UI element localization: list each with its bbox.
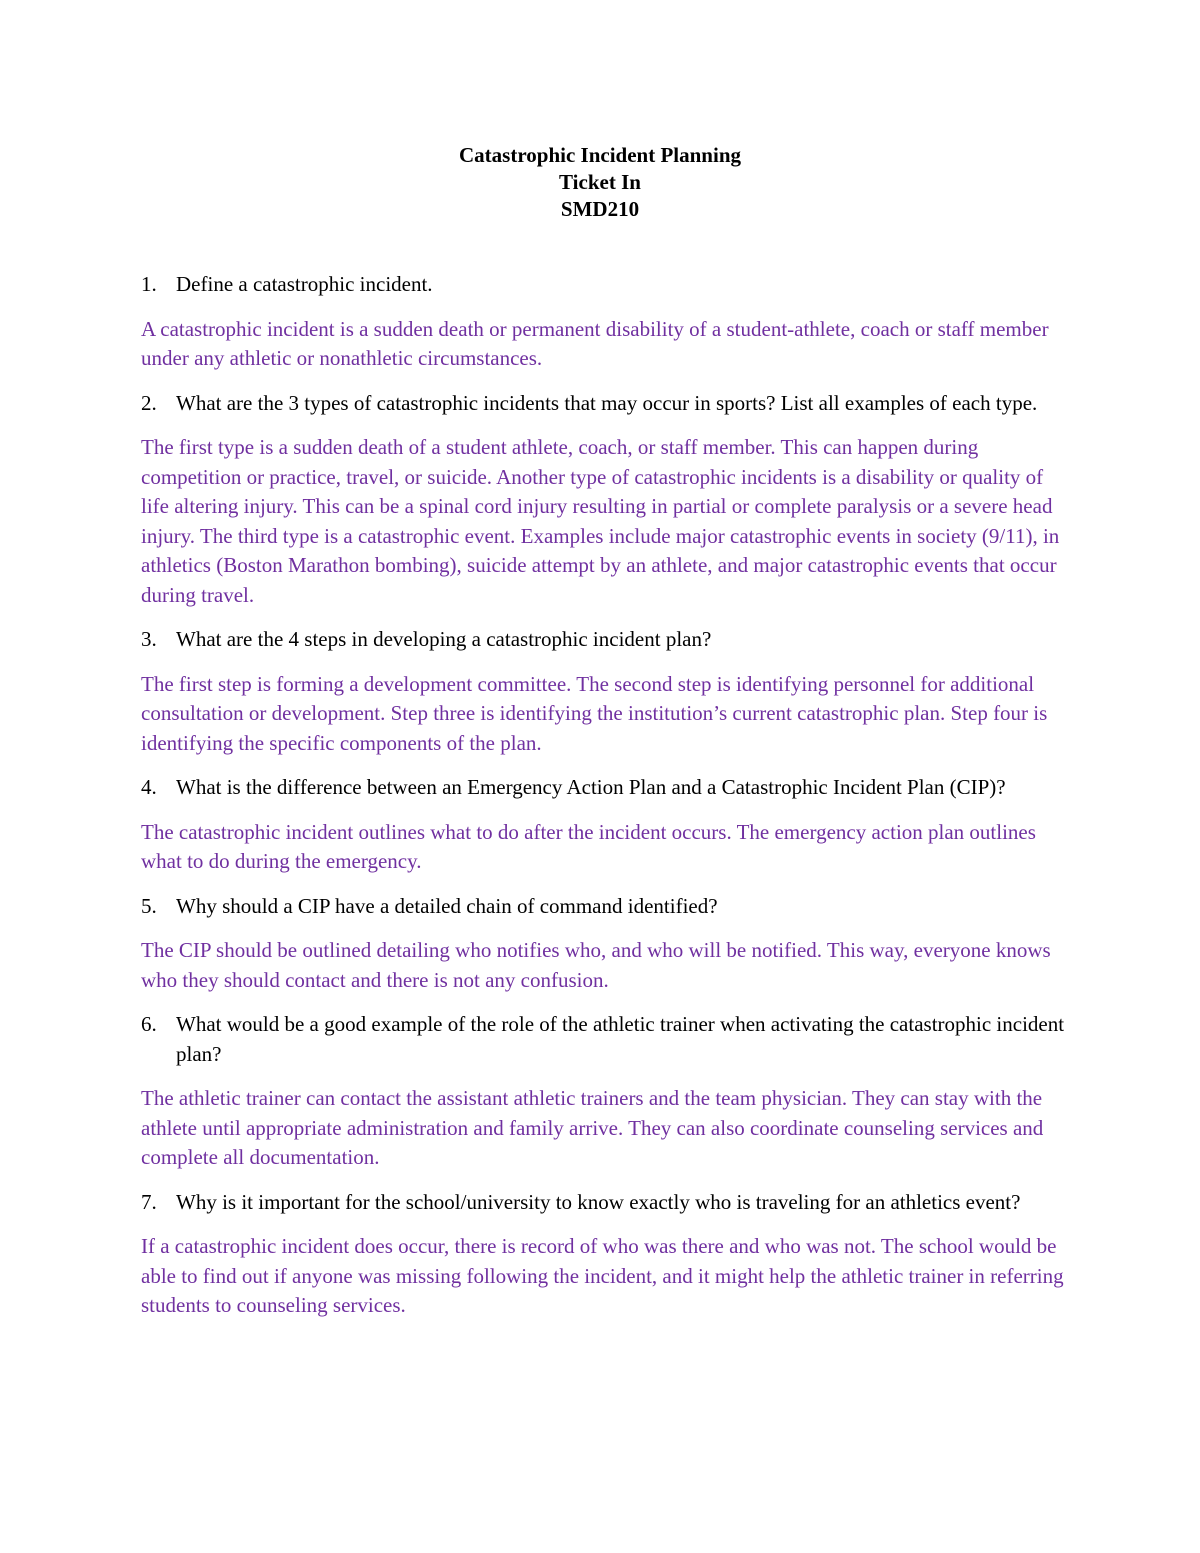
question-text: What are the 3 types of catastrophic incidents that may occur in sports? List all examples of each type. <box>176 390 1038 415</box>
question-answer-list <box>141 270 1071 1336</box>
answer-1: A catastrophic incident is a sudden death or permanent disability of a student-athlete, coach or staff member under any athletic or nonathletic circumstances. <box>141 316 1049 370</box>
question-text: Why is it important for the school/university to know exactly who is traveling for an athletics event? <box>176 1189 1021 1214</box>
question-text: What is the difference between an Emergency Action Plan and a Catastrophic Incident Plan (CIP)? <box>176 775 1006 799</box>
question-6 <box>141 1010 1071 1069</box>
question-4 <box>141 773 1071 803</box>
answer-4: The catastrophic incident outlines what to do after the incident occurs. The emergency action plan outlines what to do during the emergency. <box>141 819 1036 873</box>
question-number: 1. <box>141 272 157 296</box>
document-title: Catastrophic Incident Planning <box>459 143 741 167</box>
question-1 <box>141 270 1071 300</box>
question-number: 5. <box>141 893 157 918</box>
question-number: 2. <box>141 390 157 415</box>
title-block <box>0 142 1200 223</box>
course-code: SMD210 <box>560 197 640 221</box>
question-3 <box>141 625 1071 655</box>
question-number: 3. <box>141 627 157 651</box>
question-5 <box>141 892 1071 922</box>
question-number: 4. <box>141 775 157 799</box>
answer-7: If a catastrophic incident does occur, there is record of who was there and who was not. The school would be able to find out if anyone was missing following the incident, and it might help the athletic trainer in referring students to counseling services. <box>141 1234 1064 1317</box>
question-7 <box>141 1188 1071 1218</box>
answer-6: The athletic trainer can contact the assistant athletic trainers and the team physician. They can stay with the athlete until appropriate administration and family arrive. They can also coordinate counseling services and complete all documentation. <box>141 1086 1044 1169</box>
answer-2: The first type is a sudden death of a student athlete, coach, or staff member. This can happen during competition or practice, travel, or suicide. Another type of catastrophic incidents is a disability or quality of life altering injury. This can be a spinal cord injury resulting in partial or complete paralysis or a severe head injury. The third type is a catastrophic event. Examples include major catastrophic events in society (9/11), in athletics (Boston Marathon bombing), suicide attempt by an athlete, and major catastrophic events that occur during travel. <box>141 435 1060 607</box>
question-text: What are the 4 steps in developing a catastrophic incident plan? <box>176 627 712 651</box>
document-subtitle: Ticket In <box>559 170 641 194</box>
question-number: 6. <box>141 1012 157 1036</box>
answer-3: The first step is forming a development committee. The second step is identifying personnel for additional consultation or development. Step three is identifying the institution’s current catastrophic plan. Step four is identifying the specific components of the plan. <box>141 671 1048 755</box>
question-text: Define a catastrophic incident. <box>176 272 433 296</box>
question-2 <box>141 389 1071 419</box>
question-text: What would be a good example of the role of the athletic trainer when activating the catastrophic incident plan? <box>176 1012 1065 1066</box>
question-text: Why should a CIP have a detailed chain of command identified? <box>176 893 718 918</box>
answer-5: The CIP should be outlined detailing who notifies who, and who will be notified. This way, everyone knows who they should contact and there is not any confusion. <box>141 938 1051 992</box>
question-number: 7. <box>141 1189 157 1214</box>
